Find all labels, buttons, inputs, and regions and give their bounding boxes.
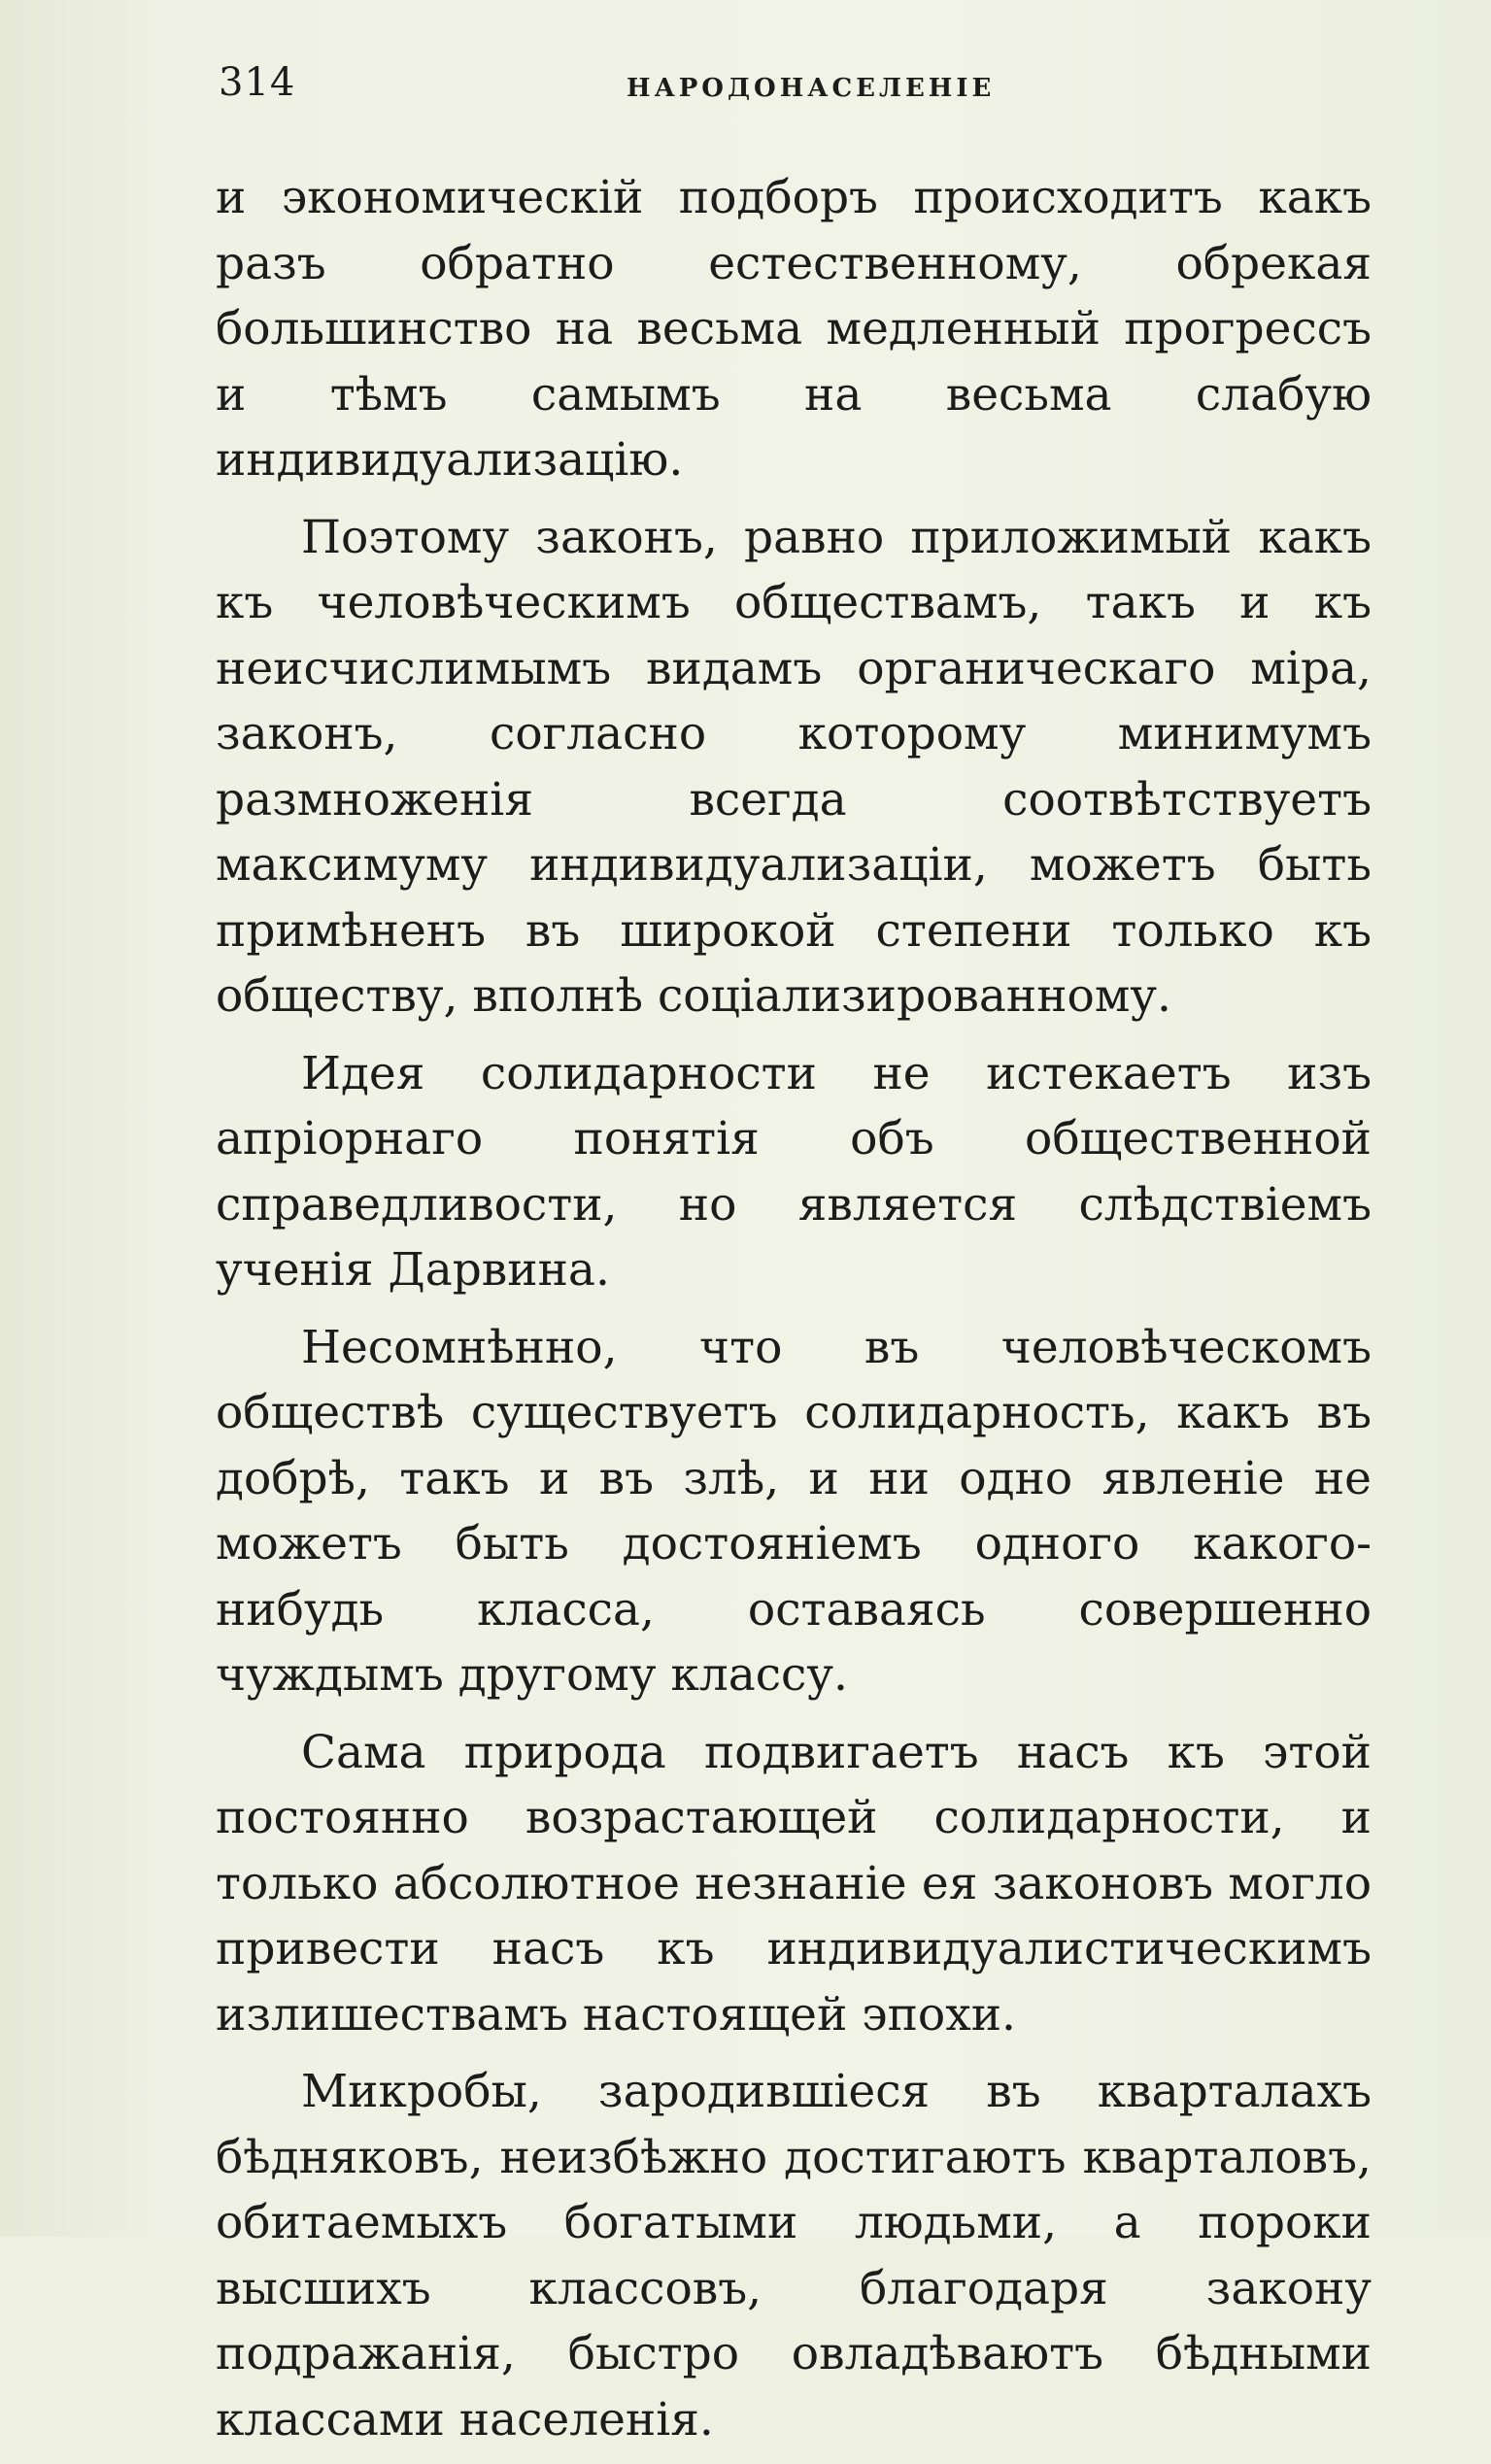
paragraph: Сама природа подвигаетъ насъ къ этой постоянно возрастающей солидарности, и только абсолютное незнаніе ея законовъ могло привести насъ къ индивидуалистическимъ излишествамъ настоящей эпохи.	[216, 1725, 1372, 2042]
paragraph: Микробы, зародившіеся въ кварталахъ бѣдняковъ, неизбѣжно достигаютъ кварталовъ, обитаемыхъ богатыми людьми, а пороки высшихъ классовъ, благодаря закону подражанія, быстро овладѣваютъ бѣдными классами населенія.	[216, 2065, 1372, 2447]
paragraph: Идея солидарности не истекаетъ изъ апріорнаго понятія объ общественной справедливости, но является слѣдствіемъ ученія Дарвина.	[216, 1046, 1372, 1297]
paragraph: Поэтому законъ, равно приложимый какъ къ человѣческимъ обществамъ, такъ и къ неисчислимымъ видамъ органическаго міра, законъ, согласно которому минимумъ размноженія всегда соотвѣтствуетъ максимуму индивидуализаціи, можетъ быть примѣненъ въ широкой степени только къ обществу, вполнѣ соціализированному.	[216, 510, 1372, 1023]
running-title: НАРОДОНАСЕЛЕНІЕ	[627, 74, 996, 103]
page-header	[219, 60, 1384, 109]
paragraph: Несомнѣнно, что въ человѣческомъ обществѣ существуетъ солидарность, какъ въ добрѣ, такъ и въ злѣ, и ни одно явленіе не можетъ быть достояніемъ одного какого-нибудь класса, оставаясь совершенно чуждымъ другому классу.	[216, 1320, 1372, 1702]
paragraph: и экономическій подборъ происходитъ какъ разъ обратно естественному, обрекая большинство на весьма медленный прогрессъ и тѣмъ самымъ на весьма слабую индивидуализацію.	[216, 171, 1372, 487]
body-text	[216, 165, 1372, 2464]
page-number: 314	[219, 60, 296, 105]
